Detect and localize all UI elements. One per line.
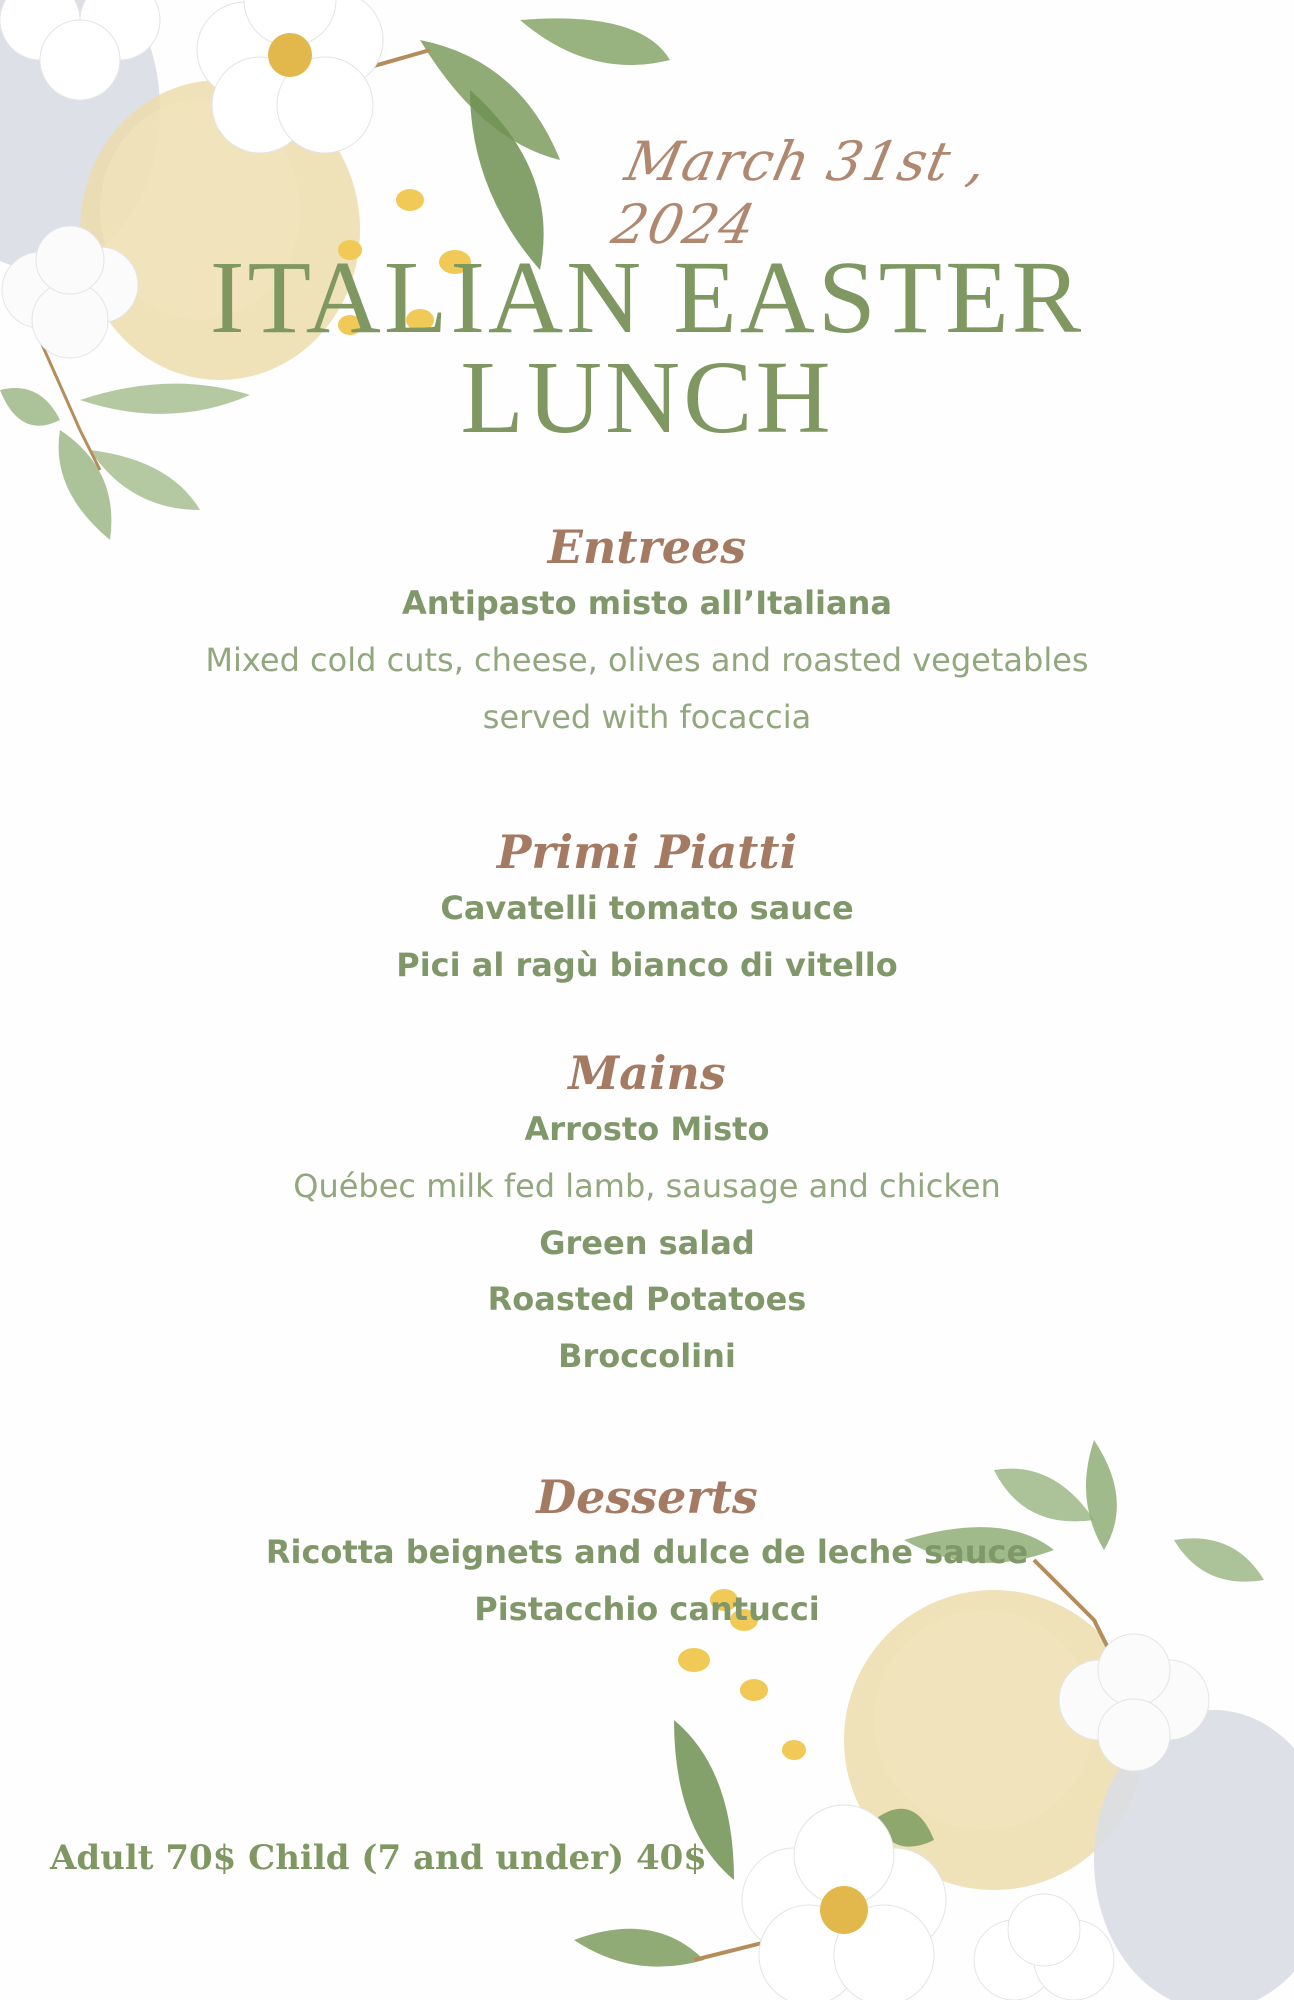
pricing: Adult 70$ Child (7 and under) 40$	[50, 1838, 707, 1878]
dish-description: Mixed cold cuts, cheese, olives and roasted vegetables	[205, 641, 1089, 679]
dish-antipasto: Antipasto misto all’Italiana	[402, 584, 892, 622]
dish-pici: Pici al ragù bianco di vitello	[396, 946, 898, 984]
side-green-salad: Green salad	[539, 1224, 755, 1262]
dessert-ricotta-beignets: Ricotta beignets and dulce de leche sauce	[265, 1533, 1029, 1571]
section-title-primi-piatti: Primi Piatti	[496, 825, 798, 879]
menu-title	[0, 240, 1294, 455]
dessert-pistacchio-cantucci: Pistacchio cantucci	[474, 1590, 820, 1628]
section-title-entrees: Entrees	[547, 520, 747, 574]
event-date: March 31st , 2024	[606, 130, 994, 256]
white-flower	[974, 1894, 1114, 2000]
section-title-desserts: Desserts	[536, 1470, 758, 1524]
menu-title-line-1: ITALIAN EASTER	[209, 240, 1085, 355]
side-broccolini: Broccolini	[558, 1337, 736, 1375]
dish-arrosto-misto: Arrosto Misto	[524, 1110, 770, 1148]
dish-cavatelli: Cavatelli tomato sauce	[440, 889, 854, 927]
floral-decoration-bottom-right	[574, 1440, 1294, 2000]
white-flower	[197, 0, 383, 153]
menu-title-line-2: LUNCH	[460, 340, 834, 455]
section-title-mains: Mains	[568, 1046, 726, 1100]
leaf	[520, 18, 670, 65]
dish-description: Québec milk fed lamb, sausage and chicken	[293, 1167, 1001, 1205]
side-roasted-potatoes: Roasted Potatoes	[487, 1280, 807, 1318]
leaf	[574, 1929, 704, 1967]
dish-description: served with focaccia	[482, 698, 812, 736]
